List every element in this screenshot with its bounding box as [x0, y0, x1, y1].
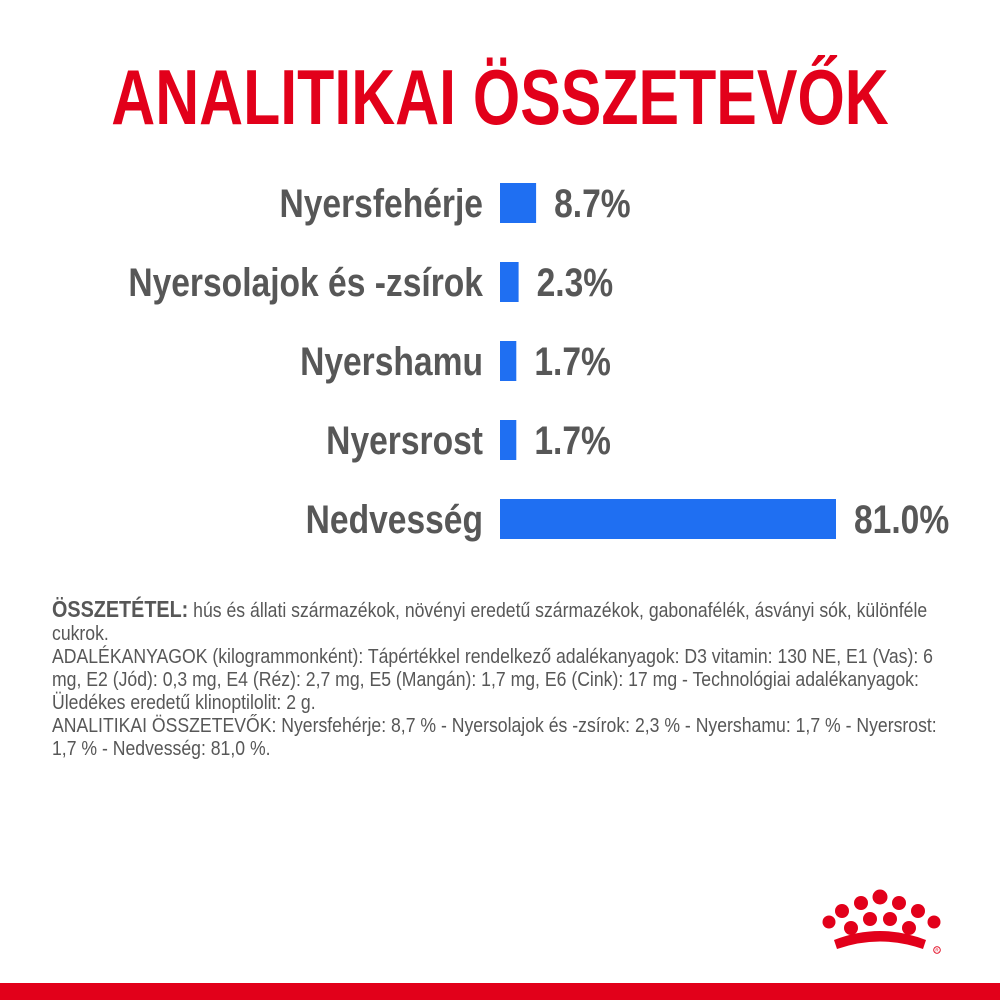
composition-lead-text: hús és állati származékok, növényi eredetű származékok, gabonafélék, ásványi sók, különféle cukrok.: [52, 599, 928, 645]
additives-paragraph: ADALÉKANYAGOK (kilogrammonként): Tápértékkel rendelkező adalékanyagok: D3 vitamin: 130 NE, E1 (Vas): 6 mg, E2 (Jód): 0,3 mg, E4 (Réz): 2,7 mg, E5 (Mangán): 1,7 mg, E6 (Cink): 17 mg - Technológiai adalékanyagok: Üledékes eredetű klinoptilolit: 2 g.: [52, 645, 933, 714]
value-label: 81.0%: [854, 497, 950, 542]
bottom-brand-bar: [0, 983, 1000, 1000]
royal-canin-crown-icon: [820, 886, 945, 956]
category-label: Nyersolajok és -zsírok: [128, 260, 483, 305]
value-label: 2.3%: [536, 260, 614, 305]
page-title: ANALITIKAI ÖSSZETEVŐK: [111, 53, 889, 141]
bar: [500, 499, 836, 539]
category-label: Nedvesség: [305, 497, 483, 542]
bar: [500, 420, 516, 460]
analytical-paragraph: ANALITIKAI ÖSSZETEVŐK: Nyersfehérje: 8,7 % - Nyersolajok és -zsírok: 2,3 % - Nyershamu: 1,7 % - Nyersrost: 1,7 % - Nedvesség: 81,0 %.: [52, 714, 937, 760]
category-label: Nyersrost: [326, 418, 483, 463]
composition-lead-label: ÖSSZETÉTEL:: [52, 596, 189, 622]
value-label: 8.7%: [554, 181, 631, 226]
bar: [500, 183, 536, 223]
category-label: Nyersfehérje: [279, 181, 483, 226]
value-label: 1.7%: [534, 339, 611, 384]
composition-paragraph: [52, 598, 951, 645]
svg-text:R: R: [935, 947, 939, 953]
composition-text-block: [52, 598, 951, 760]
value-label: 1.7%: [534, 418, 611, 463]
bar: [500, 341, 516, 381]
analytical-components-bar-chart: [0, 160, 1000, 560]
category-label: Nyershamu: [300, 339, 483, 384]
bar: [500, 262, 519, 302]
